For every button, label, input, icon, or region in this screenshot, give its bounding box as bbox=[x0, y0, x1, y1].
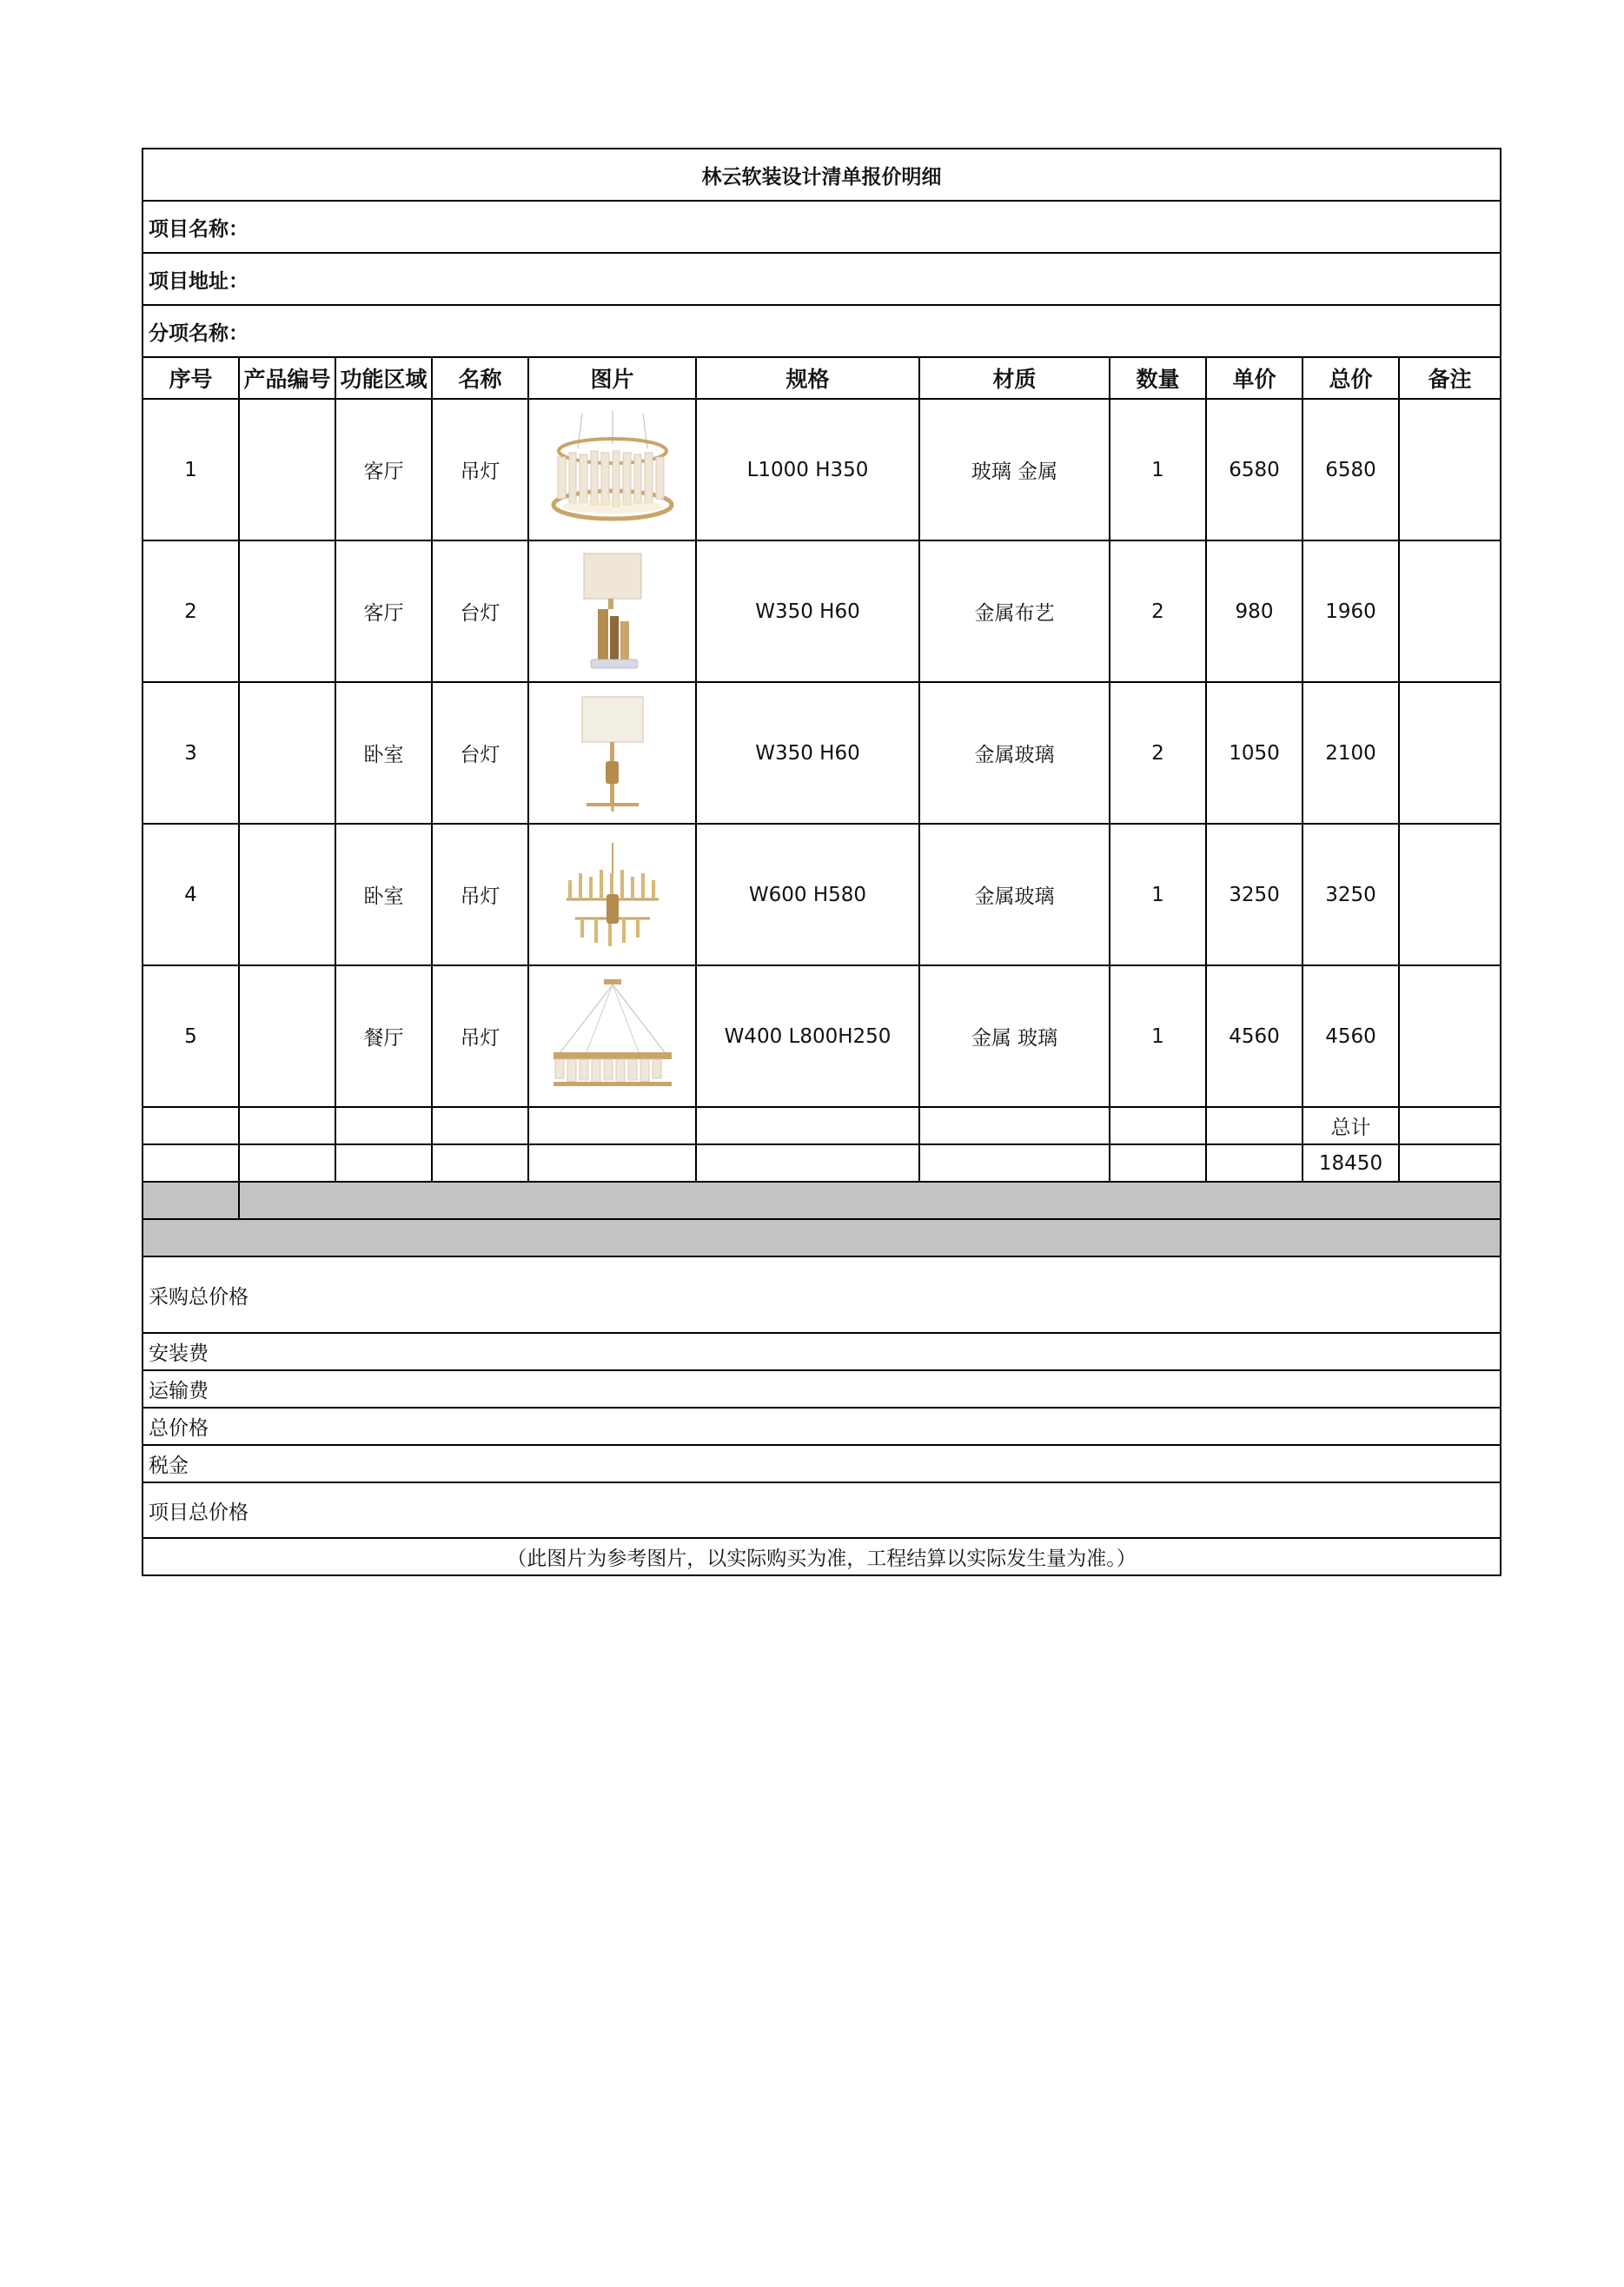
table-row bbox=[143, 824, 1501, 965]
col-header-remark: 备注 bbox=[1399, 357, 1501, 399]
cell-name: 吊灯 bbox=[432, 824, 528, 965]
col-header-name: 名称 bbox=[432, 357, 528, 399]
cell-unit-price: 6580 bbox=[1206, 399, 1303, 540]
project-name-label: 项目名称： bbox=[143, 201, 1501, 253]
cell-area: 客厅 bbox=[335, 399, 432, 540]
total-label: 总计 bbox=[1303, 1107, 1399, 1144]
cell-remark bbox=[1399, 399, 1501, 540]
cell-no: 5 bbox=[143, 965, 239, 1107]
col-header-material: 材质 bbox=[919, 357, 1110, 399]
table-row bbox=[143, 399, 1501, 540]
cell-qty: 2 bbox=[1110, 540, 1206, 682]
cell-spec: W350 H60 bbox=[696, 682, 919, 824]
cell-total: 6580 bbox=[1303, 399, 1399, 540]
cell-spec: W350 H60 bbox=[696, 540, 919, 682]
cell-material: 金属布艺 bbox=[919, 540, 1110, 682]
table-lamp-icon bbox=[565, 688, 660, 819]
cell-remark bbox=[1399, 824, 1501, 965]
header-row bbox=[143, 357, 1501, 399]
cell-area: 卧室 bbox=[335, 824, 432, 965]
gray-band-row bbox=[143, 1219, 1501, 1256]
cell-spec: W600 H580 bbox=[696, 824, 919, 965]
cell-qty: 2 bbox=[1110, 682, 1206, 824]
crystal-ring-chandelier-icon bbox=[547, 409, 678, 531]
cell-name: 吊灯 bbox=[432, 965, 528, 1107]
cell-spec: L1000 H350 bbox=[696, 399, 919, 540]
cell-no: 4 bbox=[143, 824, 239, 965]
cell-unit-price: 3250 bbox=[1206, 824, 1303, 965]
cell-no: 3 bbox=[143, 682, 239, 824]
cell-name: 台灯 bbox=[432, 682, 528, 824]
col-header-spec: 规格 bbox=[696, 357, 919, 399]
cell-total: 4560 bbox=[1303, 965, 1399, 1107]
cell-remark bbox=[1399, 540, 1501, 682]
cell-material: 金属 玻璃 bbox=[919, 965, 1110, 1107]
linear-crystal-chandelier-icon bbox=[543, 976, 682, 1097]
cell-image bbox=[528, 965, 696, 1107]
cell-material: 金属玻璃 bbox=[919, 824, 1110, 965]
section-name-label: 分项名称： bbox=[143, 305, 1501, 357]
cell-name: 吊灯 bbox=[432, 399, 528, 540]
cell-code bbox=[239, 965, 335, 1107]
table-row bbox=[143, 682, 1501, 824]
table-row bbox=[143, 965, 1501, 1107]
installation-fee-label: 安装费 bbox=[143, 1333, 1501, 1370]
cell-qty: 1 bbox=[1110, 824, 1206, 965]
tax-label: 税金 bbox=[143, 1445, 1501, 1482]
table-lamp-icon bbox=[565, 547, 660, 677]
cell-area: 客厅 bbox=[335, 540, 432, 682]
cell-unit-price: 4560 bbox=[1206, 965, 1303, 1107]
cell-remark bbox=[1399, 965, 1501, 1107]
cell-total: 1960 bbox=[1303, 540, 1399, 682]
cell-image bbox=[528, 540, 696, 682]
col-header-total: 总价 bbox=[1303, 357, 1399, 399]
purchase-total-label: 采购总价格 bbox=[143, 1256, 1501, 1333]
total-value: 18450 bbox=[1303, 1144, 1399, 1182]
table-row bbox=[143, 540, 1501, 682]
col-header-qty: 数量 bbox=[1110, 357, 1206, 399]
transport-fee-label: 运输费 bbox=[143, 1370, 1501, 1408]
footnote: （此图片为参考图片，以实际购买为准，工程结算以实际发生量为准。） bbox=[143, 1538, 1501, 1575]
cell-area: 卧室 bbox=[335, 682, 432, 824]
cell-remark bbox=[1399, 682, 1501, 824]
col-header-image: 图片 bbox=[528, 357, 696, 399]
project-total-label: 项目总价格 bbox=[143, 1482, 1501, 1538]
cell-no: 1 bbox=[143, 399, 239, 540]
quotation-table bbox=[142, 148, 1501, 1576]
cell-qty: 1 bbox=[1110, 399, 1206, 540]
cell-code bbox=[239, 399, 335, 540]
sheet-title: 林云软装设计清单报价明细 bbox=[143, 149, 1501, 201]
cell-area: 餐厅 bbox=[335, 965, 432, 1107]
cell-spec: W400 L800H250 bbox=[696, 965, 919, 1107]
project-address-label: 项目地址： bbox=[143, 253, 1501, 305]
col-header-no: 序号 bbox=[143, 357, 239, 399]
cell-unit-price: 980 bbox=[1206, 540, 1303, 682]
cell-code bbox=[239, 540, 335, 682]
cell-name: 台灯 bbox=[432, 540, 528, 682]
gray-band-row bbox=[143, 1182, 1501, 1219]
cell-total: 2100 bbox=[1303, 682, 1399, 824]
total-label-row bbox=[143, 1107, 1501, 1144]
cell-unit-price: 1050 bbox=[1206, 682, 1303, 824]
cell-code bbox=[239, 682, 335, 824]
cell-image bbox=[528, 682, 696, 824]
cell-total: 3250 bbox=[1303, 824, 1399, 965]
cell-qty: 1 bbox=[1110, 965, 1206, 1107]
total-price-label: 总价格 bbox=[143, 1408, 1501, 1445]
cell-image bbox=[528, 824, 696, 965]
col-header-code: 产品编号 bbox=[239, 357, 335, 399]
col-header-unit-price: 单价 bbox=[1206, 357, 1303, 399]
cell-no: 2 bbox=[143, 540, 239, 682]
cell-code bbox=[239, 824, 335, 965]
branch-chandelier-icon bbox=[556, 839, 669, 951]
col-header-area: 功能区域 bbox=[335, 357, 432, 399]
cell-image bbox=[528, 399, 696, 540]
total-value-row bbox=[143, 1144, 1501, 1182]
cell-material: 金属玻璃 bbox=[919, 682, 1110, 824]
cell-material: 玻璃 金属 bbox=[919, 399, 1110, 540]
